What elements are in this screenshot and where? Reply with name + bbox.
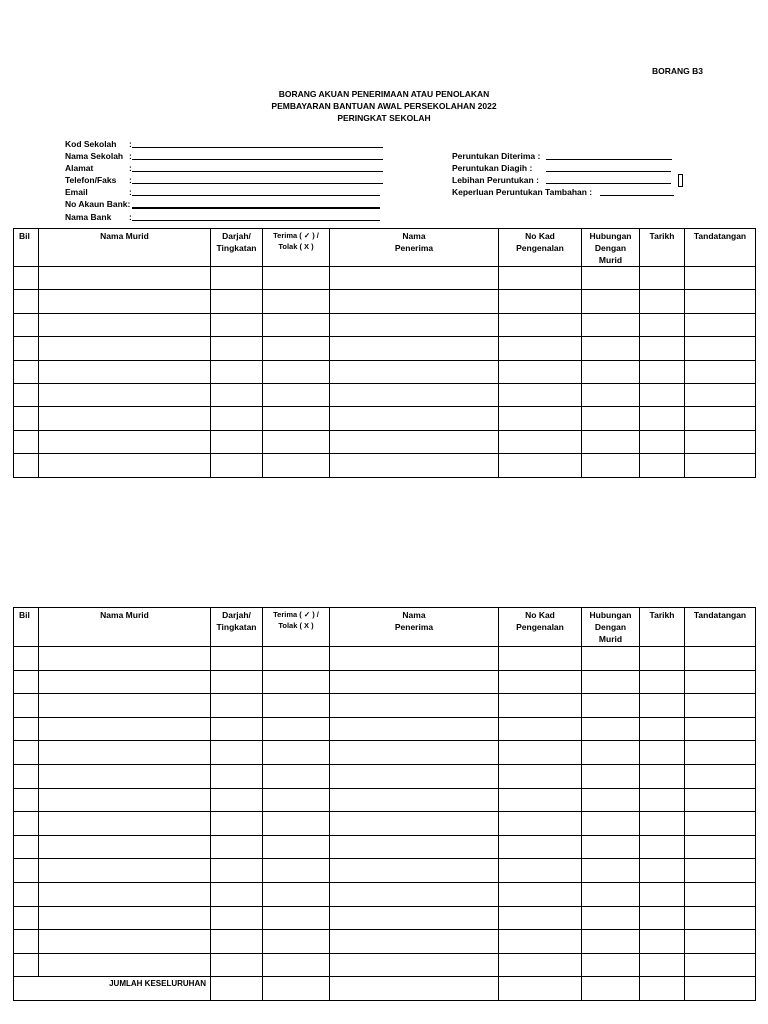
table-cell[interactable] [211,383,263,406]
table-cell[interactable] [39,313,211,336]
table-cell[interactable] [263,407,330,430]
table-cell[interactable] [263,647,330,671]
table-cell[interactable] [330,647,499,671]
header-tandatangan: Tandatangan [685,608,756,647]
table-cell[interactable] [640,407,685,430]
table-cell[interactable] [14,953,39,977]
table-cell[interactable] [499,953,582,977]
table-cell[interactable] [39,454,211,477]
total-cell[interactable] [263,977,330,1001]
recipient-table-2 [13,607,756,1001]
table-cell[interactable] [330,741,499,765]
table-cell[interactable] [330,788,499,812]
table-cell[interactable] [14,290,39,313]
table-cell[interactable] [640,741,685,765]
table-row [14,835,756,859]
total-cell[interactable] [330,977,499,1001]
table-row [14,454,756,477]
table-cell[interactable] [39,647,211,671]
table-row [14,313,756,336]
table-cell[interactable] [640,788,685,812]
header-hubungan-dengan-murid: Hubungan Dengan Murid [582,229,640,267]
table-cell[interactable] [582,360,640,383]
table-cell[interactable] [499,882,582,906]
header-darjah-tingkatan: Darjah/ Tingkatan [211,229,263,267]
table-cell[interactable] [685,694,756,718]
table-cell[interactable] [685,290,756,313]
peruntukan-diagih-input-line[interactable] [546,171,671,172]
table-cell[interactable] [39,290,211,313]
table-row [14,906,756,930]
table-cell[interactable] [14,835,39,859]
table-cell[interactable] [330,717,499,741]
table-cell[interactable] [14,337,39,360]
table-cell[interactable] [582,670,640,694]
table-cell[interactable] [211,741,263,765]
table-row [14,930,756,954]
field-peruntukan-diagih: Peruntukan Diagih : [452,163,532,175]
table-header-row [14,229,756,267]
table-cell[interactable] [582,694,640,718]
table-cell[interactable] [330,694,499,718]
keperluan-tambahan-input-line[interactable] [600,195,674,196]
header-hubungan-dengan-murid: Hubungan Dengan Murid [582,608,640,647]
table-cell[interactable] [330,407,499,430]
table-cell[interactable] [582,430,640,453]
table-cell[interactable] [685,670,756,694]
table-cell[interactable] [263,337,330,360]
table-cell[interactable] [640,670,685,694]
table-cell[interactable] [263,454,330,477]
table-cell[interactable] [582,859,640,883]
table-cell[interactable] [14,670,39,694]
table-cell[interactable] [14,717,39,741]
table-cell[interactable] [211,717,263,741]
field-nama-sekolah: Nama Sekolah : [65,151,132,163]
table-cell[interactable] [582,337,640,360]
table-cell[interactable] [211,882,263,906]
table-cell[interactable] [211,407,263,430]
header-tarikh: Tarikh [640,229,685,267]
table-cell[interactable] [39,859,211,883]
table-cell[interactable] [14,267,39,290]
table-cell[interactable] [263,859,330,883]
table-cell[interactable] [685,430,756,453]
table-cell[interactable] [39,383,211,406]
table-cell[interactable] [330,430,499,453]
table-cell[interactable] [685,788,756,812]
table-cell[interactable] [330,454,499,477]
table-cell[interactable] [499,930,582,954]
table-cell[interactable] [211,360,263,383]
table-cell[interactable] [640,835,685,859]
table-cell[interactable] [640,717,685,741]
header-no-kad-pengenalan: No Kad Pengenalan [499,229,582,267]
table-cell[interactable] [211,313,263,336]
table-cell[interactable] [263,835,330,859]
header-nama-penerima: Nama Penerima [330,608,499,647]
table-row [14,360,756,383]
table-cell[interactable] [263,764,330,788]
telefon-faks-input-line[interactable] [132,183,383,184]
header-nama-murid: Nama Murid [39,608,211,647]
table-row [14,953,756,977]
table-row [14,670,756,694]
total-label: JUMLAH KESELURUHAN [14,977,211,1001]
table-cell[interactable] [499,906,582,930]
table-cell[interactable] [499,717,582,741]
table-cell[interactable] [39,670,211,694]
table-cell[interactable] [640,906,685,930]
table-cell[interactable] [263,383,330,406]
table-cell[interactable] [211,835,263,859]
table-row [14,337,756,360]
table-cell[interactable] [263,812,330,836]
table-cell[interactable] [263,788,330,812]
checkbox-icon[interactable] [678,174,683,187]
table-cell[interactable] [499,670,582,694]
table-cell[interactable] [14,859,39,883]
table-cell[interactable] [39,882,211,906]
table-cell[interactable] [499,407,582,430]
table-cell[interactable] [499,788,582,812]
field-alamat: Alamat : [65,163,132,175]
table-cell[interactable] [39,764,211,788]
table-cell[interactable] [14,454,39,477]
table-cell[interactable] [211,788,263,812]
table-cell[interactable] [685,953,756,977]
table-cell[interactable] [685,930,756,954]
total-cell[interactable] [640,977,685,1001]
table-header-row [14,608,756,647]
table-cell[interactable] [14,383,39,406]
alamat-input-line[interactable] [132,171,383,172]
table-cell[interactable] [582,741,640,765]
table-cell[interactable] [640,337,685,360]
table-cell[interactable] [685,360,756,383]
table-cell[interactable] [582,930,640,954]
table-cell[interactable] [685,717,756,741]
no-akaun-bank-input-line[interactable] [132,207,380,209]
table-row [14,430,756,453]
form-title-line-1: BORANG AKUAN PENERIMAAN ATAU PENOLAKAN [278,89,490,99]
table-cell[interactable] [640,764,685,788]
header-darjah-tingkatan: Darjah/ Tingkatan [211,608,263,647]
table-row [14,383,756,406]
table-cell[interactable] [211,859,263,883]
nama-bank-input-line[interactable] [132,220,380,221]
table-cell[interactable] [263,882,330,906]
table-cell[interactable] [14,930,39,954]
table-cell[interactable] [211,290,263,313]
kod-sekolah-input-line[interactable] [132,147,383,148]
table-cell[interactable] [685,313,756,336]
table-cell[interactable] [499,267,582,290]
table-cell[interactable] [14,313,39,336]
table-cell[interactable] [14,694,39,718]
table-cell[interactable] [330,835,499,859]
table-cell[interactable] [685,407,756,430]
field-peruntukan-diterima: Peruntukan Diterima : [452,151,540,163]
table-cell[interactable] [263,670,330,694]
total-cell[interactable] [499,977,582,1001]
table-cell[interactable] [330,906,499,930]
table-cell[interactable] [39,788,211,812]
table-cell[interactable] [685,906,756,930]
table-cell[interactable] [640,430,685,453]
table-cell[interactable] [685,647,756,671]
table-cell[interactable] [263,694,330,718]
table-cell[interactable] [14,430,39,453]
lebihan-peruntukan-input-line[interactable] [546,183,671,184]
table-cell[interactable] [211,647,263,671]
table-cell[interactable] [499,383,582,406]
table-cell[interactable] [685,383,756,406]
table-cell[interactable] [211,906,263,930]
table-cell[interactable] [582,812,640,836]
table-cell[interactable] [499,360,582,383]
table-cell[interactable] [330,859,499,883]
field-no-akaun-bank: No Akaun Bank: [65,199,130,211]
table-cell[interactable] [499,694,582,718]
table-cell[interactable] [263,290,330,313]
table-cell[interactable] [640,930,685,954]
table-cell[interactable] [582,454,640,477]
table-cell[interactable] [39,812,211,836]
table-cell[interactable] [330,882,499,906]
table-cell[interactable] [39,694,211,718]
table-cell[interactable] [640,383,685,406]
table-cell[interactable] [330,267,499,290]
table-cell[interactable] [499,337,582,360]
table-cell[interactable] [14,812,39,836]
table-cell[interactable] [211,812,263,836]
table-cell[interactable] [330,290,499,313]
table-cell[interactable] [14,647,39,671]
table-cell[interactable] [263,717,330,741]
table-row [14,812,756,836]
table-cell[interactable] [14,906,39,930]
table-cell[interactable] [39,337,211,360]
table-cell[interactable] [582,383,640,406]
table-cell[interactable] [640,267,685,290]
table-cell[interactable] [685,741,756,765]
table-row [14,741,756,765]
email-input-line[interactable] [132,195,380,196]
table-cell[interactable] [330,337,499,360]
table-cell[interactable] [640,360,685,383]
table-cell[interactable] [330,360,499,383]
table-row [14,290,756,313]
table-cell[interactable] [685,454,756,477]
table-cell[interactable] [211,670,263,694]
table-cell[interactable] [685,267,756,290]
table-cell[interactable] [263,906,330,930]
field-telefon-faks: Telefon/Faks : [65,175,132,187]
table-cell[interactable] [685,835,756,859]
table-cell[interactable] [640,882,685,906]
table-cell[interactable] [499,859,582,883]
nama-sekolah-input-line[interactable] [132,159,383,160]
header-tandatangan: Tandatangan [685,229,756,267]
form-title-line-2: PEMBAYARAN BANTUAN AWAL PERSEKOLAHAN 2022 [271,101,497,111]
field-lebihan-peruntukan: Lebihan Peruntukan : [452,175,539,187]
table-cell[interactable] [39,360,211,383]
table-cell[interactable] [330,764,499,788]
table-cell[interactable] [263,953,330,977]
table-cell[interactable] [582,647,640,671]
form-title-block [0,88,768,124]
table-cell[interactable] [211,337,263,360]
table-cell[interactable] [330,313,499,336]
table-row [14,407,756,430]
table-cell[interactable] [330,670,499,694]
table-cell[interactable] [640,812,685,836]
table-cell[interactable] [499,764,582,788]
field-keperluan-peruntukan-tambahan: Keperluan Peruntukan Tambahan : [452,187,592,199]
table-row [14,859,756,883]
table-cell[interactable] [582,764,640,788]
header-nama-murid: Nama Murid [39,229,211,267]
form-title-line-3: PERINGKAT SEKOLAH [337,113,431,123]
peruntukan-diterima-input-line[interactable] [546,159,672,160]
table-cell[interactable] [14,764,39,788]
table-cell[interactable] [14,407,39,430]
table-cell[interactable] [685,859,756,883]
table-cell[interactable] [330,383,499,406]
table-cell[interactable] [582,290,640,313]
table-cell[interactable] [499,647,582,671]
table-cell[interactable] [640,313,685,336]
table-cell[interactable] [39,930,211,954]
table-cell[interactable] [582,313,640,336]
table-cell[interactable] [211,953,263,977]
form-code: BORANG B3 [652,66,704,76]
table-row [14,882,756,906]
table-cell[interactable] [499,430,582,453]
recipient-table-1 [13,228,756,478]
field-email: Email : [65,187,132,199]
table-row [14,717,756,741]
table-cell[interactable] [582,835,640,859]
header-tarikh: Tarikh [640,608,685,647]
table-cell[interactable] [14,882,39,906]
table-cell[interactable] [685,812,756,836]
table-cell[interactable] [582,882,640,906]
table-cell[interactable] [263,930,330,954]
table-cell[interactable] [499,812,582,836]
table-cell[interactable] [211,694,263,718]
table-row [14,788,756,812]
total-row [14,977,756,1001]
table-cell[interactable] [640,454,685,477]
total-cell[interactable] [211,977,263,1001]
table-cell[interactable] [211,267,263,290]
field-nama-bank: Nama Bank : [65,212,132,224]
total-cell[interactable] [685,977,756,1001]
header-terima-tolak: Terima ( ✓ ) / Tolak ( X ) [263,608,330,647]
table-cell[interactable] [685,764,756,788]
table-cell[interactable] [582,407,640,430]
table-cell[interactable] [39,430,211,453]
table-cell[interactable] [14,741,39,765]
table-cell[interactable] [499,741,582,765]
table-cell[interactable] [211,764,263,788]
table-row [14,764,756,788]
table-cell[interactable] [685,337,756,360]
table-cell[interactable] [263,313,330,336]
table-row [14,694,756,718]
table-cell[interactable] [263,430,330,453]
table-cell[interactable] [499,290,582,313]
table-cell[interactable] [330,812,499,836]
table-cell[interactable] [263,741,330,765]
table-cell[interactable] [499,313,582,336]
field-kod-sekolah: Kod Sekolah : [65,139,132,151]
table-cell[interactable] [211,930,263,954]
table-cell[interactable] [211,454,263,477]
table-cell[interactable] [14,360,39,383]
table-cell[interactable] [640,953,685,977]
table-cell[interactable] [582,953,640,977]
table-cell[interactable] [640,694,685,718]
table-cell[interactable] [39,953,211,977]
table-cell[interactable] [582,906,640,930]
header-bil: Bil [14,229,39,267]
table-cell[interactable] [39,906,211,930]
table-cell[interactable] [39,407,211,430]
table-cell[interactable] [685,882,756,906]
table-cell[interactable] [640,859,685,883]
header-terima-tolak: Terima ( ✓ ) / Tolak ( X ) [263,229,330,267]
table-cell[interactable] [499,835,582,859]
table-cell[interactable] [582,788,640,812]
table-cell[interactable] [499,454,582,477]
table-cell[interactable] [640,647,685,671]
table-cell[interactable] [640,290,685,313]
table-cell[interactable] [330,930,499,954]
header-nama-penerima: Nama Penerima [330,229,499,267]
table-cell[interactable] [263,360,330,383]
table-cell[interactable] [39,717,211,741]
table-cell[interactable] [211,430,263,453]
header-bil: Bil [14,608,39,647]
table-cell[interactable] [39,741,211,765]
table-cell[interactable] [330,953,499,977]
table-cell[interactable] [39,835,211,859]
header-no-kad-pengenalan: No Kad Pengenalan [499,608,582,647]
table-cell[interactable] [263,267,330,290]
table-row [14,647,756,671]
table-cell[interactable] [582,267,640,290]
total-cell[interactable] [582,977,640,1001]
table-cell[interactable] [582,717,640,741]
table-row [14,267,756,290]
table-cell[interactable] [14,788,39,812]
table-cell[interactable] [39,267,211,290]
